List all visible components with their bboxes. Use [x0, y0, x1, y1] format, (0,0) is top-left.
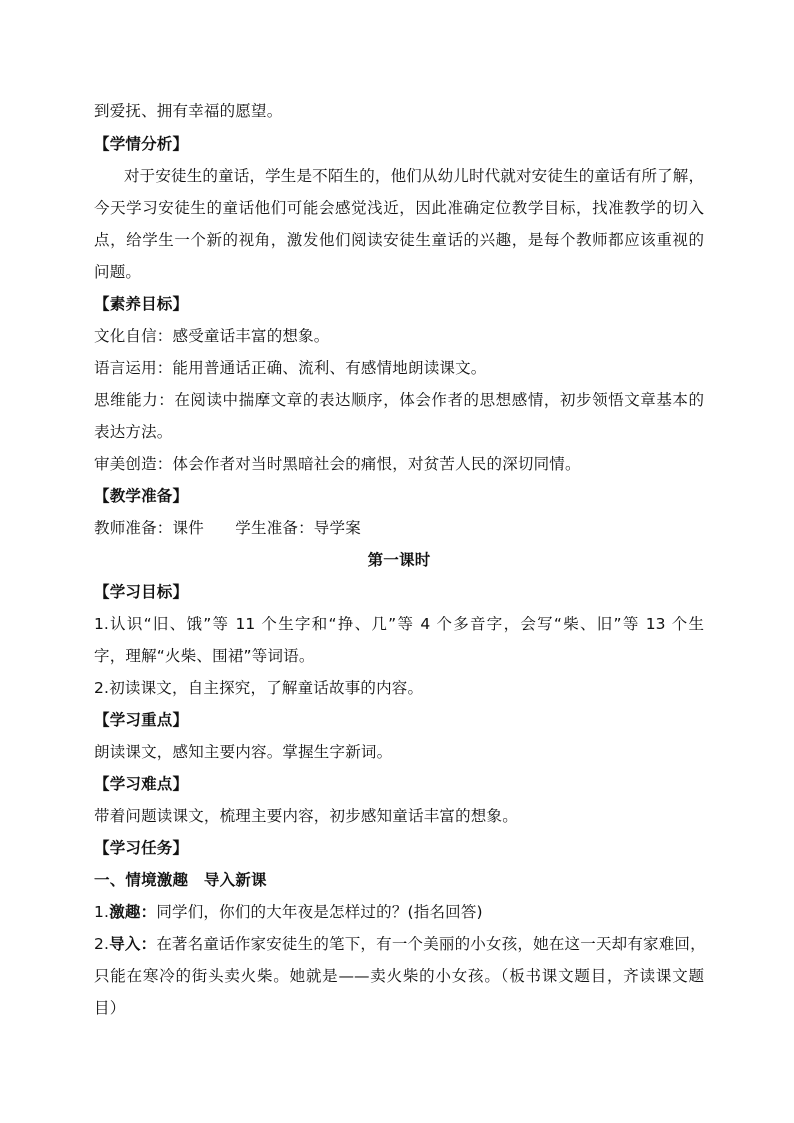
- goal-language: 语言运用：能用普通话正确、流利、有感情地朗读课文。: [94, 359, 487, 377]
- task-1-text: 同学们，你们的大年夜是怎样过的？(指名回答): [156, 903, 483, 921]
- preparation-line: 教师准备：课件 学生准备：导学案: [94, 519, 361, 537]
- task-section-1-title: 一、情境激趣 导入新课: [94, 871, 267, 889]
- paragraph-line: 对于安徒生的童话，学生是不陌生的，他们从幼儿时代就对安徒生的童话有所了解，: [124, 167, 704, 185]
- paragraph-line: 今天学习安徒生的童话他们可能会感觉浅近，因此准确定位教学目标，找准教学的切入: [94, 199, 704, 217]
- section-heading-nandian: 【学习难点】: [94, 775, 189, 793]
- task-2: [94, 934, 704, 954]
- paragraph-line: 问题。: [94, 263, 142, 281]
- task-2-text: 在著名童话作家安徒生的笔下，有一个美丽的小女孩，她在这一天却有家难回，: [156, 935, 706, 953]
- section-heading-zhongdian: 【学习重点】: [94, 711, 189, 729]
- section-heading-renwu: 【学习任务】: [94, 839, 189, 857]
- task-2-label: 导入：: [109, 935, 157, 953]
- section-heading-xueqing: 【学情分析】: [94, 135, 189, 153]
- task-2-number: 2.: [94, 935, 110, 953]
- section-heading-mubiao: 【学习目标】: [94, 583, 189, 601]
- goal-thinking-cont: 表达方法。: [94, 423, 173, 441]
- task-2-cont-end: 目）: [94, 999, 126, 1017]
- learning-goal-2: 2.初读课文，自主探究，了解童话故事的内容。: [94, 679, 424, 697]
- learning-goal-1: 1.认识“旧、饿”等 11 个生字和“挣、几”等 4 个多音字，会写“柴、旧”等 13 个生: [94, 615, 704, 633]
- difficulty-text: 带着问题读课文，梳理主要内容，初步感知童话丰富的想象。: [94, 807, 518, 825]
- key-point-text: 朗读课文，感知主要内容。掌握生字新词。: [94, 743, 393, 761]
- task-1: [94, 902, 704, 922]
- paragraph-line: 点，给学生一个新的视角，激发他们阅读安徒生童话的兴趣，是每个教师都应该重视的: [94, 231, 704, 249]
- goal-culture: 文化自信：感受童话丰富的想象。: [94, 327, 330, 345]
- task-1-label: 激趣：: [109, 903, 157, 921]
- text-line: 到爱抚、拥有幸福的愿望。: [94, 102, 283, 120]
- section-heading-zhunbei: 【教学准备】: [94, 487, 189, 505]
- goal-aesthetic: 审美创造：体会作者对当时黑暗社会的痛恨，对贫苦人民的深切同情。: [94, 455, 581, 473]
- goal-thinking: 思维能力：在阅读中揣摩文章的表达顺序，体会作者的思想感情，初步领悟文章基本的: [94, 391, 704, 409]
- task-1-number: 1.: [94, 903, 110, 921]
- section-heading-suyang: 【素养目标】: [94, 295, 189, 313]
- lesson-title: 第一课时: [367, 551, 431, 569]
- task-2-cont: 只能在寒冷的街头卖火柴。她就是——卖火柴的小女孩。（板书课文题目，齐读课文题: [94, 967, 704, 985]
- learning-goal-1-cont: 字，理解“火柴、围裙”等词语。: [94, 647, 315, 665]
